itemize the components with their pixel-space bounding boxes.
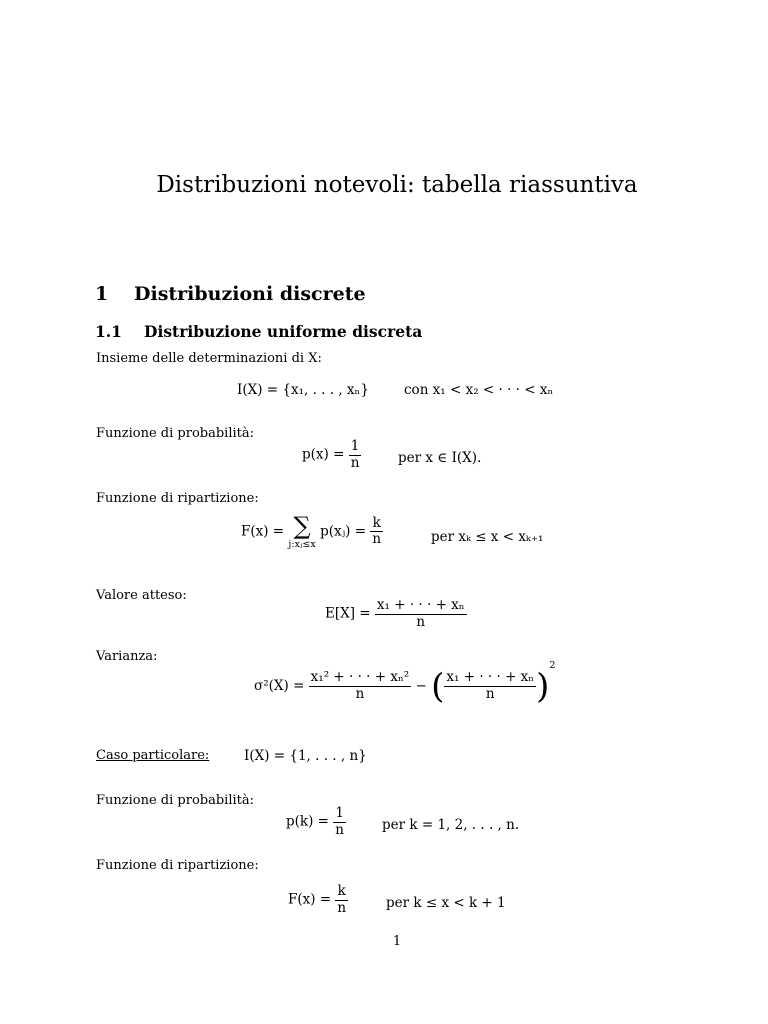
variance-exponent: 2 <box>549 660 556 671</box>
section-number: 1 <box>95 283 109 305</box>
mean-formula <box>325 598 467 630</box>
pmf-numerator: 1 <box>349 439 362 456</box>
pmf-fraction <box>349 439 362 471</box>
cdf2-numerator: k <box>335 884 348 901</box>
pmf2-lhs: p(k) = <box>286 813 329 830</box>
cdf2-label: Funzione di ripartizione: <box>96 858 259 873</box>
sigma-glyph: ∑ <box>293 512 311 540</box>
pmf-denominator: n <box>350 454 360 471</box>
support-label: Insieme delle determinazioni di X: <box>96 351 322 366</box>
mean-fraction <box>375 598 467 630</box>
variance-fraction-2 <box>444 670 536 702</box>
left-paren: ( <box>431 666 445 707</box>
cdf2-formula <box>288 884 348 916</box>
pmf2-label: Funzione di probabilità: <box>96 793 254 808</box>
support-condition: con x₁ < x₂ < · · · < xₙ <box>404 382 554 398</box>
cdf2-condition: per k ≤ x < k + 1 <box>386 895 506 911</box>
cdf-numerator: k <box>370 516 383 533</box>
mean-denominator: n <box>416 613 426 630</box>
cdf2-fraction <box>335 884 348 916</box>
support-formula: I(X) = {x₁, . . . , xₙ} <box>237 382 369 398</box>
mean-numerator: x₁ + · · · + xₙ <box>376 597 465 613</box>
variance-numerator-1: x₁² + · · · + xₙ² <box>310 669 410 686</box>
pmf-formula <box>302 439 361 471</box>
variance-lhs: σ²(X) = <box>254 678 305 694</box>
pmf-condition: per x ∈ I(X). <box>398 450 482 466</box>
variance-label: Varianza: <box>96 649 158 664</box>
subsection-number: 1.1 <box>95 322 122 341</box>
mean-lhs: E[X] = <box>325 605 371 622</box>
section-heading: Distribuzioni discrete <box>134 283 366 305</box>
cdf-label: Funzione di ripartizione: <box>96 491 259 506</box>
mean-label: Valore atteso: <box>96 588 187 603</box>
cdf-formula <box>241 514 383 550</box>
cdf2-denominator: n <box>337 899 347 916</box>
cdf-lhs: F(x) = <box>241 523 285 540</box>
variance-minus: − <box>415 678 427 694</box>
special-case-label: Caso particolare: <box>96 748 210 763</box>
special-case-support: I(X) = {1, . . . , n} <box>244 748 367 764</box>
variance-numerator-2: x₁ + · · · + xₙ <box>446 669 535 686</box>
pmf2-numerator: 1 <box>333 806 346 823</box>
pmf2-fraction <box>333 806 346 838</box>
sum-symbol <box>288 514 315 550</box>
variance-fraction-1 <box>309 670 412 702</box>
subsection-heading: Distribuzione uniforme discreta <box>144 322 423 341</box>
cdf-denominator: n <box>372 531 382 548</box>
cdf-condition: per xₖ ≤ x < xₖ₊₁ <box>431 529 544 545</box>
page-number: 1 <box>392 934 402 949</box>
variance-denominator-1: n <box>355 686 365 702</box>
pmf2-condition: per k = 1, 2, . . . , n. <box>382 817 520 833</box>
pmf2-denominator: n <box>335 821 344 838</box>
document-title: Distribuzioni notevoli: tabella riassuntiva <box>156 172 638 198</box>
variance-formula <box>254 660 555 707</box>
sum-limit: j:xⱼ≤x <box>288 539 316 550</box>
cdf2-lhs: F(x) = <box>288 891 332 908</box>
pmf2-formula <box>286 806 346 838</box>
pmf-label: Funzione di probabilità: <box>96 426 254 441</box>
cdf-fraction <box>370 516 383 548</box>
cdf-middle: p(xⱼ) = <box>320 523 367 540</box>
variance-denominator-2: n <box>485 686 495 702</box>
right-paren: ) <box>536 666 550 707</box>
pmf-lhs: p(x) = <box>302 446 345 463</box>
